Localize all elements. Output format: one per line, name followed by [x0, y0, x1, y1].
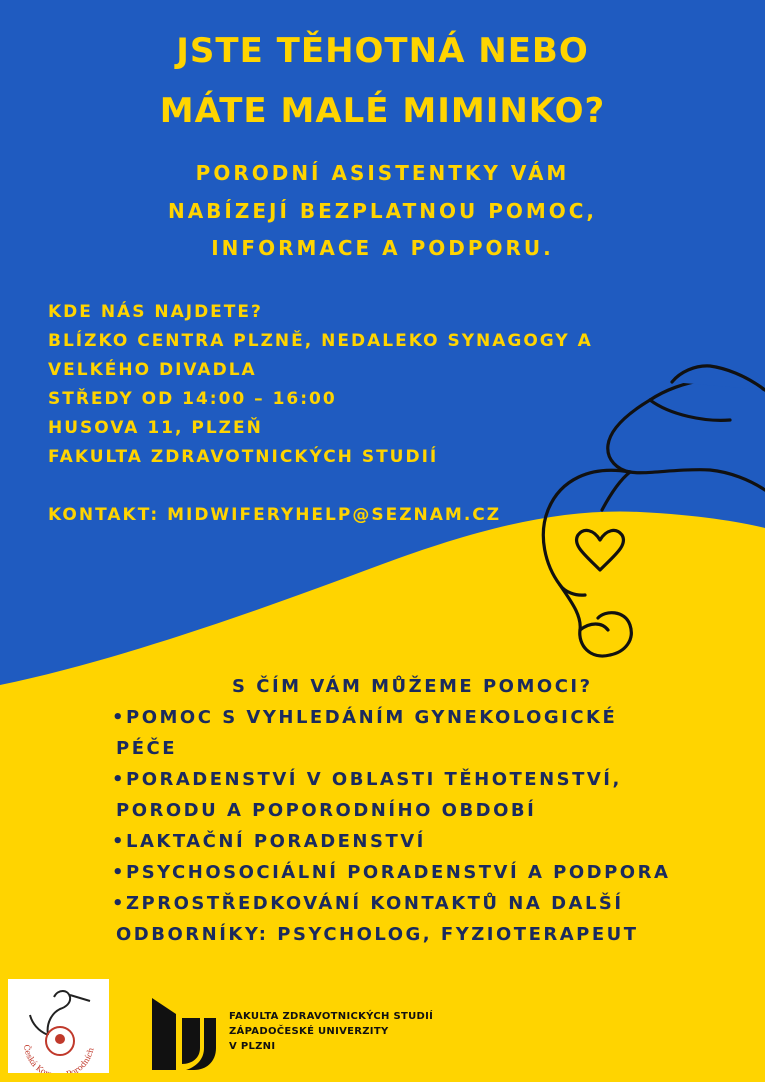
help-item: ODBORNÍKY: PSYCHOLOG, FYZIOTERAPEUT — [116, 924, 639, 945]
faculty-line-1: FAKULTA ZDRAVOTNICKÝCH STUDIÍ — [229, 1011, 434, 1022]
faculty-line-2: ZÁPADOČESKÉ UNIVERZITY — [229, 1026, 389, 1037]
svg-text:Česká Komora Porodních Asisten — [8, 979, 96, 1073]
location-line-2: VELKÉHO DIVADLA — [48, 360, 257, 380]
help-heading: S ČÍM VÁM MŮŽEME POMOCI? — [232, 676, 593, 697]
help-item: •LAKTAČNÍ PORADENSTVÍ — [112, 831, 426, 852]
subtitle-line-3: INFORMACE A PODPORU. — [211, 236, 554, 260]
faculty-line-3: V PLZNI — [229, 1041, 276, 1052]
help-item: PÉČE — [116, 738, 177, 759]
location-hours: STŘEDY OD 14:00 – 16:00 — [48, 389, 337, 409]
help-item: •ZPROSTŘEDKOVÁNÍ KONTAKTŮ NA DALŠÍ — [112, 893, 624, 914]
faculty-logo-text — [229, 1009, 433, 1054]
chamber-logo-text: Česká Ko orodních — [21, 1043, 96, 1073]
help-item: •POMOC S VYHLEDÁNÍM GYNEKOLOGICKÉ — [112, 707, 618, 728]
location-faculty: FAKULTA ZDRAVOTNICKÝCH STUDIÍ — [48, 447, 439, 467]
subtitle-line-2: NABÍZEJÍ BEZPLATNOU POMOC, — [167, 199, 598, 223]
subtitle-line-1: PORODNÍ ASISTENTKY VÁM — [195, 161, 570, 185]
help-item: •PSYCHOSOCIÁLNÍ PORADENSTVÍ A PODPORA — [112, 862, 671, 883]
location-line-1: BLÍZKO CENTRA PLZNĚ, NEDALEKO SYNAGOGY A — [48, 331, 593, 351]
help-item: PORODU A POPORODNÍHO OBDOBÍ — [116, 800, 537, 821]
title-line-1: JSTE TĚHOTNÁ NEBO — [176, 31, 589, 71]
location-heading: KDE NÁS NAJDETE? — [48, 302, 263, 322]
midwives-chamber-logo — [8, 979, 109, 1073]
title-line-2: MÁTE MALÉ MIMINKO? — [159, 91, 606, 131]
contact-email: KONTAKT: MIDWIFERYHELP@SEZNAM.CZ — [48, 505, 502, 525]
location-address: HUSOVA 11, PLZEŇ — [48, 418, 263, 438]
faculty-logo-mark — [150, 996, 218, 1070]
mother-baby-illustration — [530, 360, 765, 670]
help-item: •PORADENSTVÍ V OBLASTI TĚHOTENSTVÍ, — [112, 769, 622, 790]
